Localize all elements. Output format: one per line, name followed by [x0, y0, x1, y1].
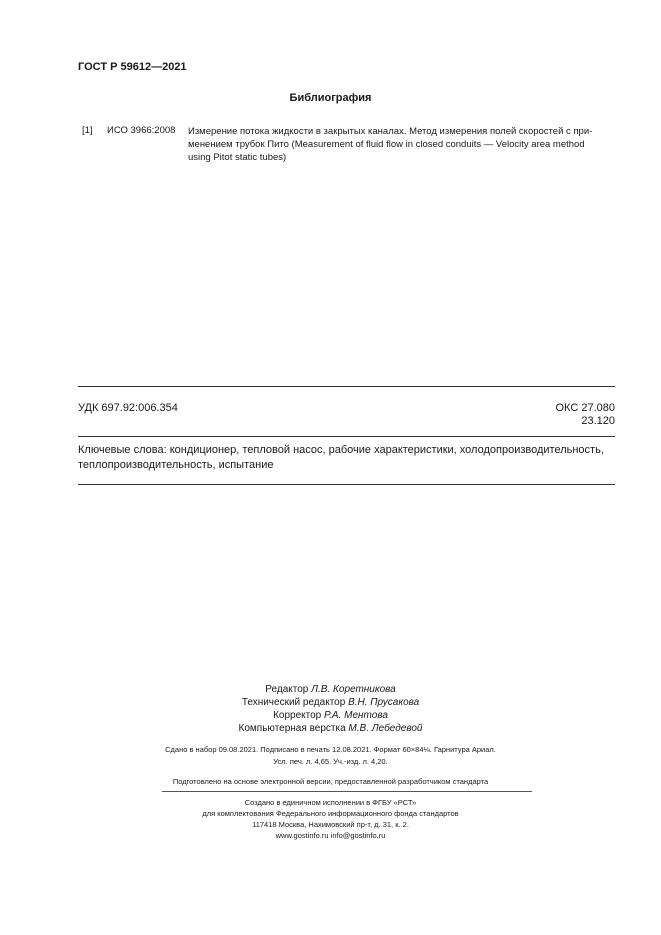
keywords-line: Ключевые слова: кондиционер, тепловой насос, рабочие характеристики, холодопроизводительность, [78, 444, 604, 456]
oks-line: 23.120 [581, 415, 615, 427]
contacts: www.gostinfo.ru info@gostinfo.ru [275, 831, 386, 840]
editor-name: Л.В. Коретникова [311, 684, 396, 695]
created-note: Создано в единичном исполнении в ФГБУ «РСТ» [244, 798, 417, 807]
divider [78, 436, 615, 437]
tech-editor-credit [0, 696, 661, 709]
keywords [78, 443, 618, 473]
layout-role: Компьютерная верстка [238, 723, 346, 734]
imprint-line: Сдано в набор 09.08.2021. Подписано в печать 12.08.2021. Формат 60×84⅛. Гарнитура Ариал. [165, 745, 496, 754]
tech-editor-name: В.Н. Прусакова [348, 697, 420, 708]
keywords-line: теплопроизводительность, испытание [78, 459, 274, 471]
bibliography-item-line: менением трубок Пито (Measurement of fluid flow in closed conduits — Velocity area method [188, 139, 585, 150]
oks-line: ОКС 27.080 [555, 402, 615, 414]
layout-name: М.В. Лебедевой [348, 723, 423, 734]
corrector-role: Корректор [273, 710, 322, 721]
corrector-name: Р.А. Ментова [324, 710, 388, 721]
prepared-note: Подготовлено на основе электронной версии, предоставленной разработчиком стандарта [172, 777, 489, 786]
divider [78, 386, 615, 387]
bibliography-item-code: ИСО 3966:2008 [107, 125, 176, 136]
imprint-line: Усл. печ. л. 4,65. Уч.-изд. л. 4,20. [273, 757, 388, 766]
standard-number: ГОСТ Р 59612—2021 [78, 61, 187, 73]
bibliography-title: Библиография [289, 92, 372, 104]
address: 117418 Москва, Нахимовский пр-т, д. 31, к. 2. [252, 820, 409, 829]
tech-editor-role: Технический редактор [241, 697, 346, 708]
oks-code [556, 402, 616, 428]
editor-role: Редактор [265, 684, 309, 695]
layout-credit [0, 722, 661, 735]
created-note: для комплектования Федерального информационного фонда стандартов [202, 809, 459, 818]
corrector-credit [0, 709, 661, 722]
editor-credit [0, 683, 661, 696]
divider [162, 791, 532, 792]
bibliography-item-line: Измерение потока жидкости в закрытых каналах. Метод измерения полей скоростей с при- [188, 126, 593, 137]
divider [78, 484, 615, 485]
udk-code: УДК 697.92:006.354 [78, 402, 178, 414]
staff-credits [0, 683, 661, 735]
bibliography-item-number: [1] [82, 125, 93, 136]
bibliography-item-line: using Pitot static tubes) [188, 152, 287, 163]
bibliography-item-text [188, 125, 616, 164]
